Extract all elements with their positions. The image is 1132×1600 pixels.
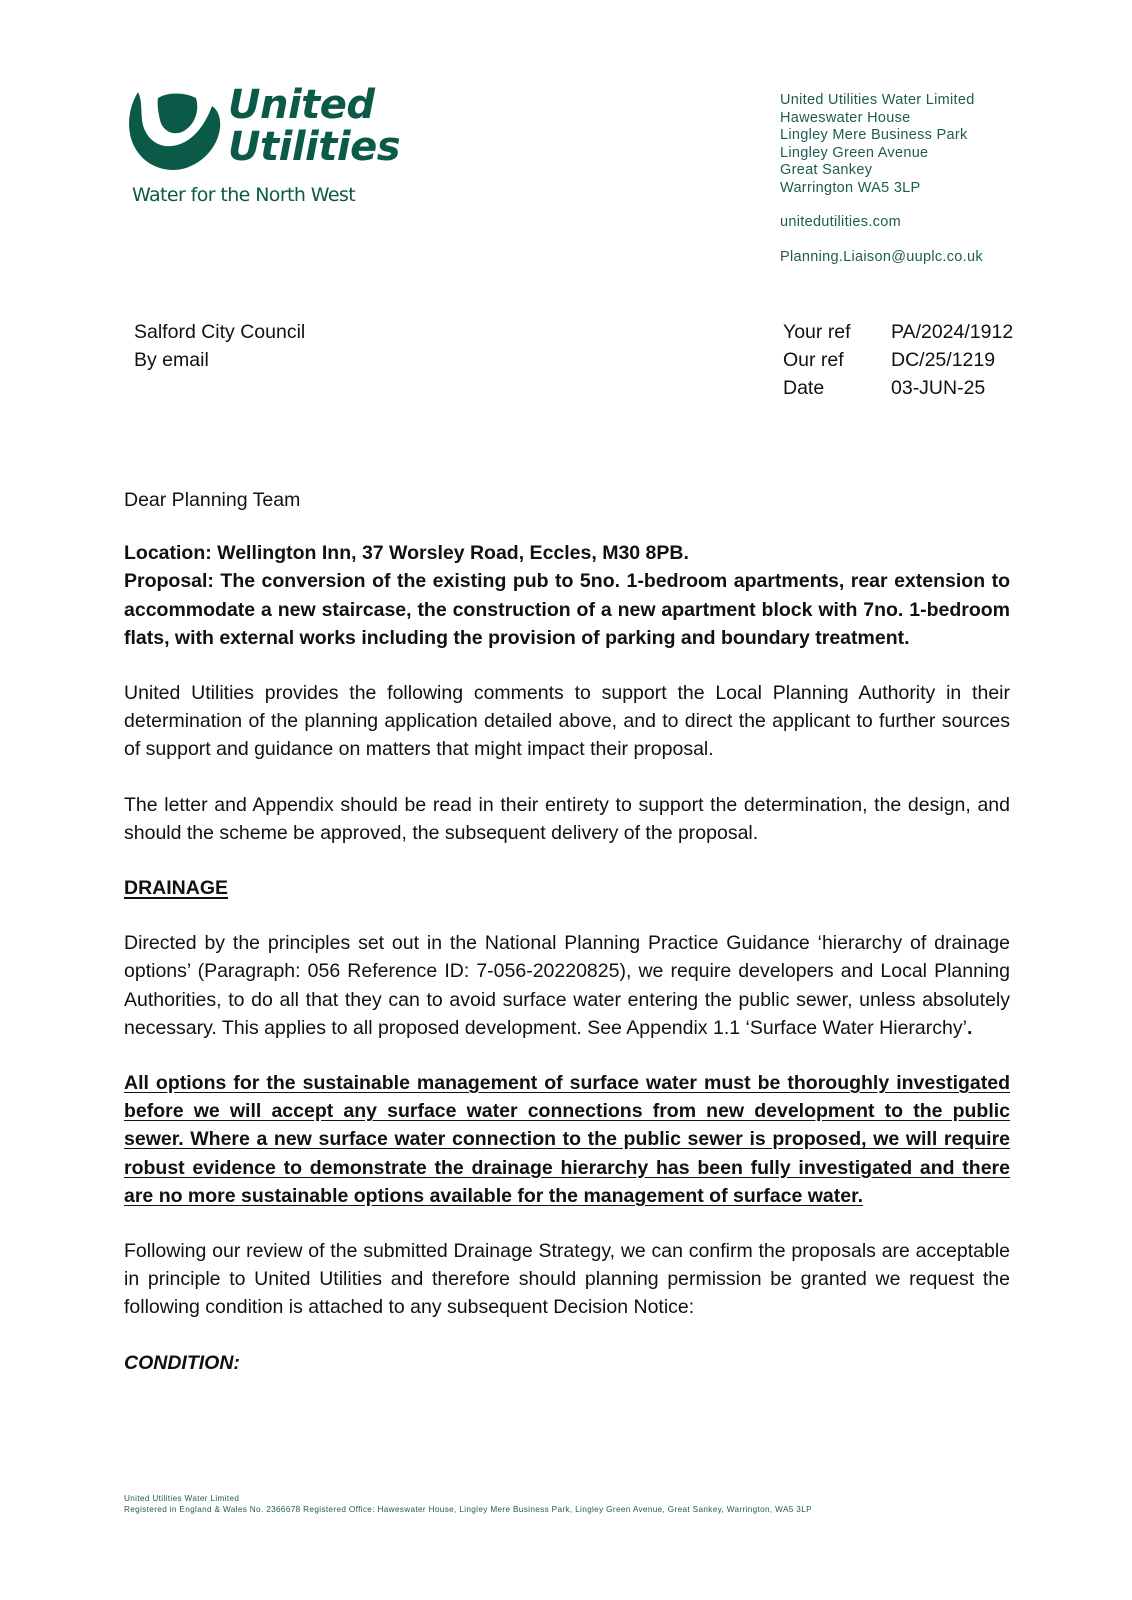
- ref-value: DC/25/1219: [891, 349, 996, 372]
- united-utilities-logo: [124, 82, 401, 213]
- website-link[interactable]: unitedutilities.com: [780, 214, 901, 230]
- address-line: Lingley Mere Business Park: [780, 127, 968, 143]
- address-line: Haweswater House: [780, 109, 911, 126]
- address-line: Great Sankey: [780, 162, 873, 178]
- brand-name: United Utilities: [228, 82, 401, 170]
- address-line: Warrington WA5 3LP: [780, 179, 921, 196]
- date-row: [783, 374, 1013, 402]
- ref-label: Date: [783, 377, 825, 400]
- intro-paragraph: United Utilities provides the following comments to support the Local Planning Authority in their determination of the planning application detailed above, and to direct the applicant to further sources of support and guidance on matters that might impact their proposal.: [124, 682, 1010, 761]
- ref-value: PA/2024/1912: [891, 321, 1014, 343]
- address-line: Lingley Green Avenue: [780, 144, 929, 161]
- condition-heading: CONDITION:: [124, 1351, 240, 1374]
- address-line: United Utilities Water Limited: [780, 92, 975, 108]
- read-entirety-paragraph: The letter and Appendix should be read in their entirety to support the determination, the design, and should the scheme be approved, the subsequent delivery of the proposal.: [124, 793, 1010, 844]
- footer-registration: Registered in England & Wales No. 2366678 Registered Office: Haweswater House, Lingley Mere Business Park, Lingley Green Avenue, Great Sankey, Warrington, WA5 3LP: [124, 1505, 812, 1514]
- water-drop-u-icon: [124, 88, 222, 174]
- your-ref-row: [783, 318, 1013, 346]
- footer: [124, 1493, 812, 1515]
- recipient-block: [134, 318, 305, 374]
- brand-tagline: Water for the North West: [132, 184, 356, 206]
- delivery-method: By email: [134, 349, 209, 372]
- ref-value: 03-JUN-25: [891, 377, 986, 400]
- sender-address: [780, 92, 983, 266]
- email-link[interactable]: Planning.Liaison@uuplc.co.uk: [780, 248, 983, 265]
- ref-label: Your ref: [783, 321, 851, 343]
- location-line: Location: Wellington Inn, 37 Worsley Road, Eccles, M30 8PB.: [124, 542, 689, 565]
- our-ref-row: [783, 346, 1013, 374]
- ref-label: Our ref: [783, 349, 844, 372]
- drainage-heading: DRAINAGE: [124, 877, 229, 900]
- review-paragraph: Following our review of the submitted Drainage Strategy, we can confirm the proposals are acceptable in principle to United Utilities and therefore should planning permission be granted we request the following condition is attached to any subsequent Decision Notice:: [124, 1240, 1010, 1319]
- recipient-name: Salford City Council: [134, 321, 306, 343]
- footer-company: United Utilities Water Limited: [124, 1494, 240, 1503]
- drainage-paragraph: Directed by the principles set out in the National Planning Practice Guidance ‘hierarchy of drainage options’ (Paragraph: 056 Reference ID: 7-056-20220825), we require developers and Local Planning Authorities, to do all that they can to avoid surface water entering the public sewer, unless absolutely necessary. This applies to all proposed development. See Appendix 1.1 ‘Surface Water Hierarchy’.: [124, 932, 1010, 1039]
- emphasis-paragraph: All options for the sustainable management of surface water must be thoroughly investigated before we will accept any surface water connections from new development to the public sewer. Where a new surface water connection to the public sewer is proposed, we will require robust evidence to demonstrate the drainage hierarchy has been fully investigated and there are no more sustainable options available for the management of surface water.: [124, 1072, 1010, 1207]
- greeting: Dear Planning Team: [124, 489, 301, 511]
- letter-body: [124, 486, 1010, 1377]
- proposal-paragraph: Proposal: The conversion of the existing pub to 5no. 1-bedroom apartments, rear extension to accommodate a new staircase, the construction of a new apartment block with 7no. 1-bedroom flats, with external works including the provision of parking and boundary treatment.: [124, 570, 1010, 649]
- reference-block: [783, 318, 1013, 403]
